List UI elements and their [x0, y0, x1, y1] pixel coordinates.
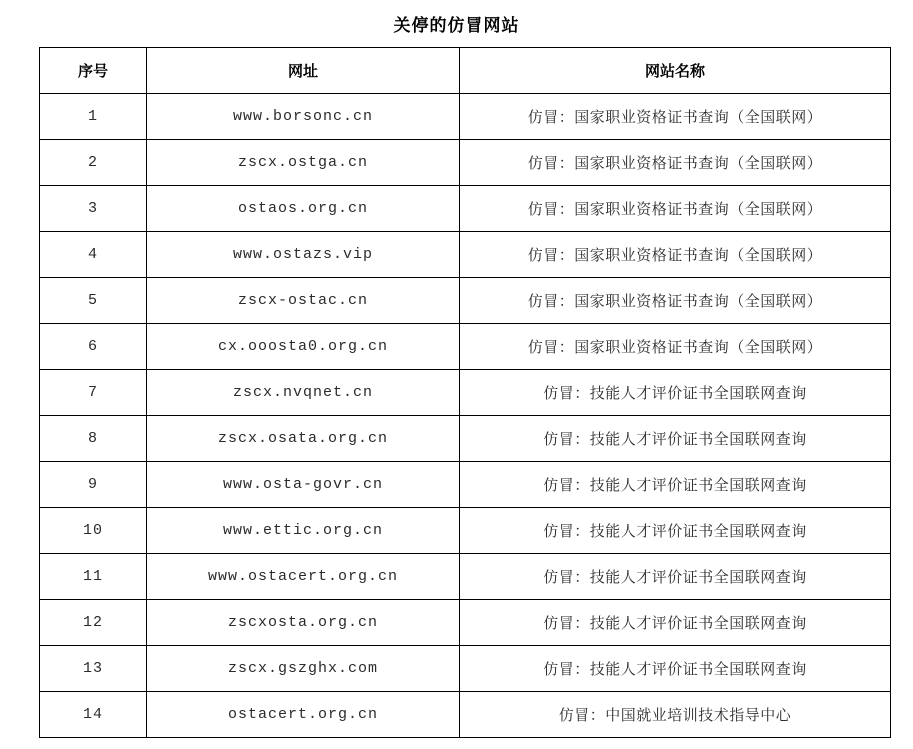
serial-number-cell: 2: [40, 140, 147, 186]
url-cell: www.ettic.org.cn: [147, 508, 460, 554]
header-url: 网址: [147, 48, 460, 94]
site-name-cell: 仿冒：国家职业资格证书查询（全国联网）: [460, 140, 891, 186]
site-name-cell: 仿冒：国家职业资格证书查询（全国联网）: [460, 324, 891, 370]
table-row: [40, 554, 891, 600]
serial-number-cell: 11: [40, 554, 147, 600]
site-name-cell: 仿冒：技能人才评价证书全国联网查询: [460, 554, 891, 600]
url-cell: cx.ooosta0.org.cn: [147, 324, 460, 370]
url-cell: www.osta-govr.cn: [147, 462, 460, 508]
serial-number-cell: 8: [40, 416, 147, 462]
table-row: [40, 508, 891, 554]
table-row: [40, 462, 891, 508]
serial-number-cell: 7: [40, 370, 147, 416]
serial-number-cell: 12: [40, 600, 147, 646]
site-name-cell: 仿冒：国家职业资格证书查询（全国联网）: [460, 232, 891, 278]
table-row: [40, 140, 891, 186]
table-row: [40, 94, 891, 140]
serial-number-cell: 6: [40, 324, 147, 370]
table-row: [40, 232, 891, 278]
serial-number-cell: 3: [40, 186, 147, 232]
url-cell: zscx.gszghx.com: [147, 646, 460, 692]
url-cell: ostacert.org.cn: [147, 692, 460, 738]
url-cell: zscx-ostac.cn: [147, 278, 460, 324]
serial-number-cell: 9: [40, 462, 147, 508]
table-row: [40, 692, 891, 738]
table-header-row: [40, 48, 891, 94]
site-name-cell: 仿冒：国家职业资格证书查询（全国联网）: [460, 186, 891, 232]
header-serial-number: 序号: [40, 48, 147, 94]
table-row: [40, 600, 891, 646]
table-row: [40, 324, 891, 370]
serial-number-cell: 10: [40, 508, 147, 554]
url-cell: zscxosta.org.cn: [147, 600, 460, 646]
table-row: [40, 416, 891, 462]
serial-number-cell: 5: [40, 278, 147, 324]
site-name-cell: 仿冒：技能人才评价证书全国联网查询: [460, 416, 891, 462]
url-cell: www.ostacert.org.cn: [147, 554, 460, 600]
site-name-cell: 仿冒：国家职业资格证书查询（全国联网）: [460, 94, 891, 140]
fake-websites-table: [39, 47, 891, 738]
url-cell: zscx.ostga.cn: [147, 140, 460, 186]
site-name-cell: 仿冒：技能人才评价证书全国联网查询: [460, 508, 891, 554]
table-row: [40, 646, 891, 692]
serial-number-cell: 13: [40, 646, 147, 692]
url-cell: zscx.osata.org.cn: [147, 416, 460, 462]
serial-number-cell: 1: [40, 94, 147, 140]
site-name-cell: 仿冒：技能人才评价证书全国联网查询: [460, 600, 891, 646]
table-row: [40, 370, 891, 416]
serial-number-cell: 4: [40, 232, 147, 278]
header-site-name: 网站名称: [460, 48, 891, 94]
page-title: 关停的仿冒网站: [393, 16, 520, 35]
site-name-cell: 仿冒：技能人才评价证书全国联网查询: [460, 462, 891, 508]
site-name-cell: 仿冒：技能人才评价证书全国联网查询: [460, 646, 891, 692]
url-cell: ostaos.org.cn: [147, 186, 460, 232]
site-name-cell: 仿冒：技能人才评价证书全国联网查询: [460, 370, 891, 416]
table-row: [40, 186, 891, 232]
url-cell: www.borsonc.cn: [147, 94, 460, 140]
url-cell: www.ostazs.vip: [147, 232, 460, 278]
table-row: [40, 278, 891, 324]
site-name-cell: 仿冒：中国就业培训技术指导中心: [460, 692, 891, 738]
site-name-cell: 仿冒：国家职业资格证书查询（全国联网）: [460, 278, 891, 324]
url-cell: zscx.nvqnet.cn: [147, 370, 460, 416]
table-body: [40, 94, 891, 738]
serial-number-cell: 14: [40, 692, 147, 738]
